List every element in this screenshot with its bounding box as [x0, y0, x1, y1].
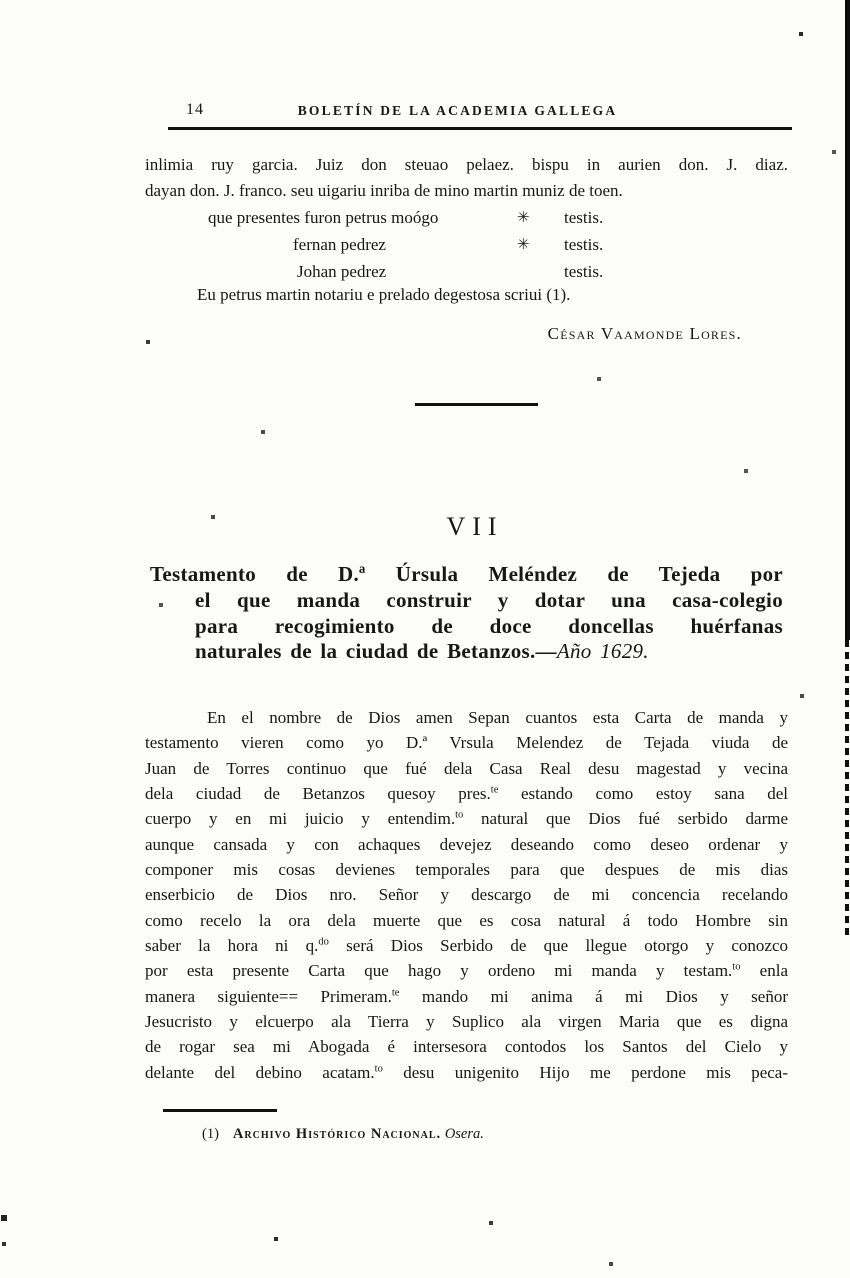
- page-edge-artifact-dashes: [845, 640, 849, 935]
- footnote: [145, 1126, 788, 1143]
- footnote-source: Archivo Histórico Nacional.: [232, 1126, 442, 1142]
- body-line: saber la hora ni q.$^{do}$ será Dios Serbido de que llegue otorgo y conozco: [145, 936, 788, 956]
- section-title-line: para recogimiento de doce doncellas huérfanas: [195, 613, 783, 638]
- section-divider: [415, 403, 538, 406]
- superscript-abbreviation: te: [391, 987, 400, 999]
- body-line: delante del debino acatam.$^{to}$ desu unigenito Hijo me perdone mis peca-: [145, 1062, 788, 1082]
- section-title-text: naturales de la ciudad de Betanzos.—: [195, 639, 557, 664]
- body-line: aunque cansada y con achaques devejez deseando como deseo ordenar y: [145, 834, 788, 854]
- witness-row: [145, 259, 788, 286]
- notary-closing-line: Eu petrus martin notariu e prelado degestosa scriui (1).: [197, 285, 571, 304]
- superscript-abbreviation: to: [732, 961, 741, 973]
- notarial-line: inlimia ruy garcia. Juiz don steuao pelaez. bispu in aurien don. J. diaz.: [145, 155, 788, 174]
- footnote-marker: (1): [202, 1126, 219, 1142]
- witness-mark-icon: ✳: [517, 236, 530, 253]
- notarial-text: [145, 152, 788, 203]
- scan-specks: [0, 0, 2, 2]
- witness-list: [145, 205, 788, 285]
- body-line: testamento vieren como yo D.ª Vrsula Melendez de Tejada viuda de: [145, 733, 788, 753]
- body-line: de rogar sea mi Abogada é intersesora contodos los Santos del Cielo y: [145, 1037, 788, 1057]
- journal-title: BOLETÍN DE LA ACADEMIA GALLEGA: [297, 103, 618, 118]
- witness-name: Johan pedrez: [297, 261, 387, 281]
- section-title-year: Año 1629.: [556, 639, 649, 664]
- body-line: Jesucristo y elcuerpo ala Tierra y Suplico ala virgen Maria que es digna: [145, 1012, 788, 1032]
- section-number: VII: [446, 512, 504, 541]
- witness-row: [145, 232, 788, 259]
- witness-mark-icon: ✳: [517, 210, 530, 226]
- witness-name: fernan pedrez: [293, 234, 386, 254]
- witness-row: [145, 205, 788, 232]
- section-title-line: [150, 639, 783, 665]
- section-title-line: el que manda construir y dotar una casa-colegio: [195, 587, 783, 612]
- superscript-abbreviation: te: [490, 784, 499, 796]
- witness-name: que presentes furon petrus moógo: [208, 208, 439, 227]
- footnote-rule: [163, 1109, 277, 1112]
- body-line: componer mis cosas devienes temporales para que despues de mis dias: [145, 860, 788, 880]
- notarial-line: dayan don. J. franco. seu uigariu inriba de mino martin muniz de toen.: [145, 180, 623, 200]
- body-line: dela ciudad de Betanzos quesoy pres.$^{te}$ estando como estoy sana del: [145, 784, 788, 804]
- footnote-work: Osera.: [444, 1126, 484, 1142]
- page-number: 14: [186, 101, 204, 118]
- section-title: [150, 562, 783, 665]
- body-line: cuerpo y en mi juicio y entendim.$^{to}$ natural que Dios fué serbido darme: [145, 809, 789, 829]
- body-line: En el nombre de Dios amen Sepan cuantos esta Carta de manda y: [207, 708, 788, 727]
- superscript-abbreviation: to: [374, 1063, 383, 1075]
- body-line: enserbicio de Dios nro. Señor y descargo de mi concencia recelando: [145, 885, 788, 905]
- testament-body: [145, 705, 788, 1085]
- witness-testis-label: testis.: [564, 208, 604, 227]
- witness-testis-label: testis.: [564, 234, 604, 254]
- section-title-line: Testamento de D.ª Úrsula Meléndez de Tejeda por: [150, 562, 783, 586]
- body-line: por esta presente Carta que hago y ordeno mi manda y testam.$^{to}$ enla: [145, 961, 788, 981]
- body-line: como recelo la ora dela muerte que es cosa natural á todo Hombre sin: [145, 910, 788, 930]
- page-edge-artifact: [845, 0, 850, 640]
- header-rule: [168, 127, 792, 130]
- superscript-abbreviation: to: [455, 809, 464, 821]
- witness-testis-label: testis.: [564, 261, 604, 281]
- superscript-abbreviation: do: [318, 936, 329, 948]
- body-line: Juan de Torres continuo que fué dela Casa Real desu magestad y vecina: [145, 758, 788, 778]
- author-signature: César Vaamonde Lores.: [547, 324, 742, 343]
- body-line: manera siguiente== Primeram.$^{te}$ mando mi anima á mi Dios y señor: [145, 986, 789, 1006]
